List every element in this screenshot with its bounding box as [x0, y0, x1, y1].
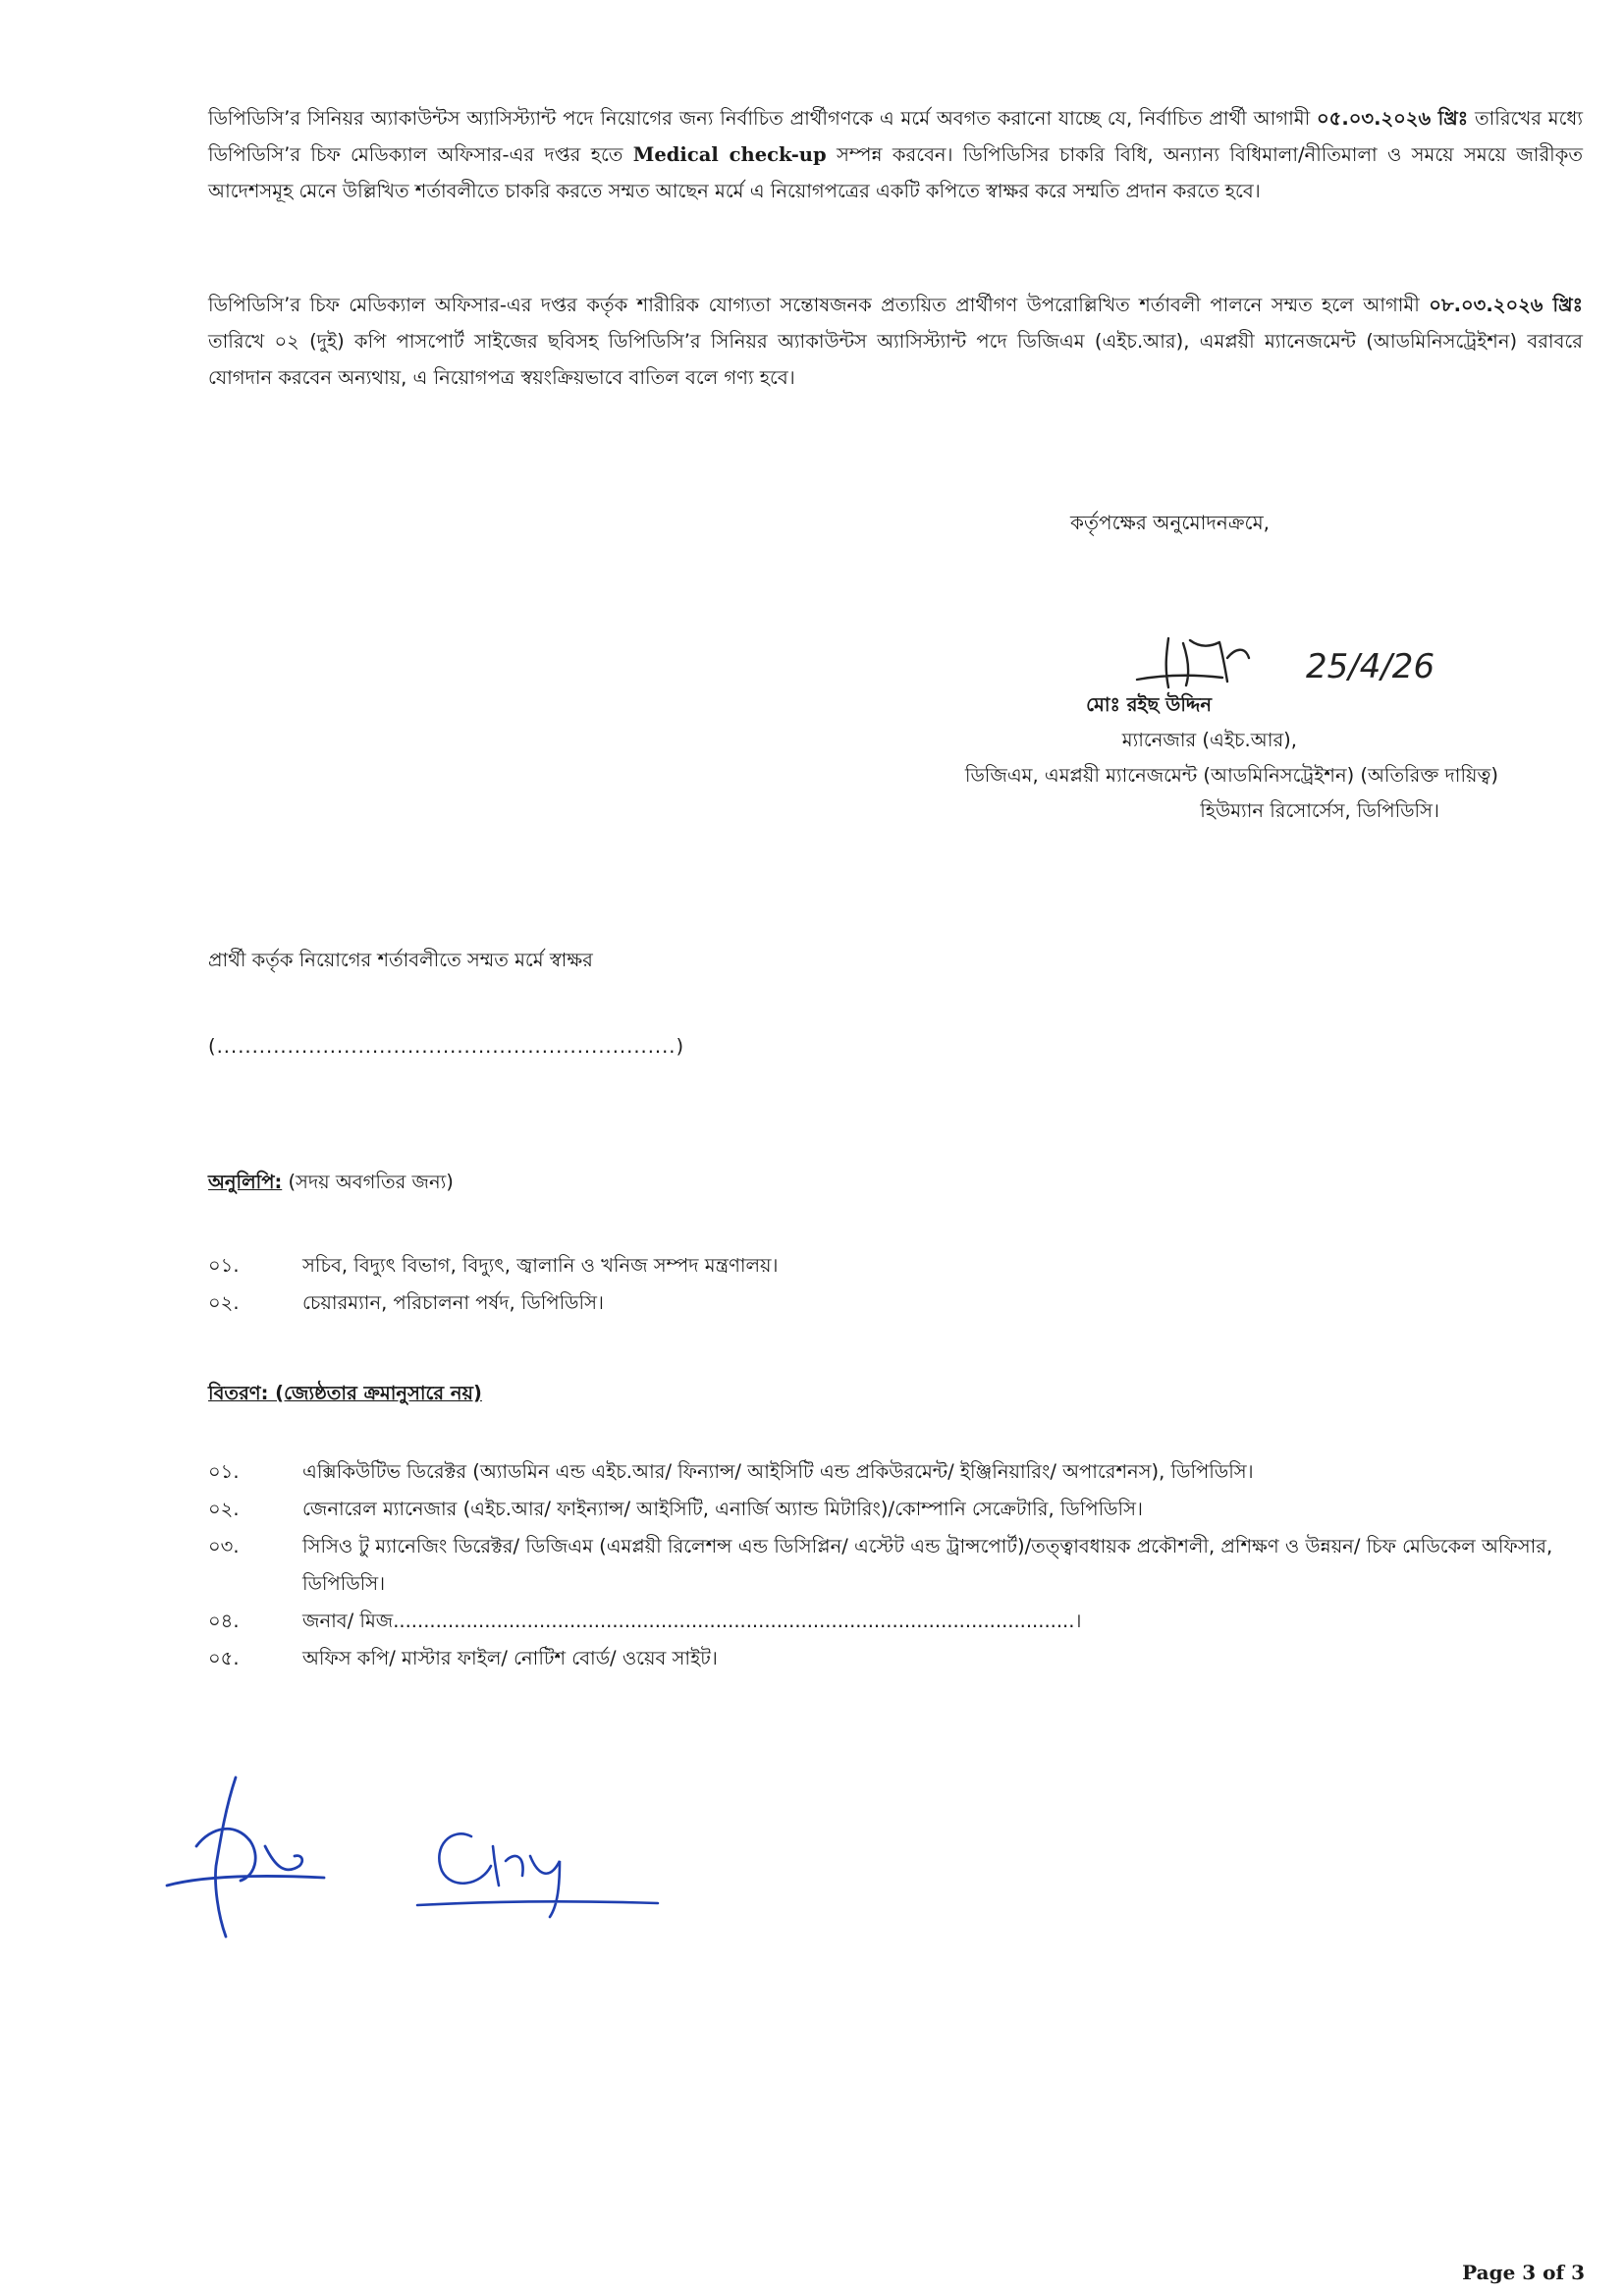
signatory-designation: ম্যানেজার (এইচ.আর),	[1121, 729, 1297, 751]
paragraph2-part1: ডিপিডিসি’র চিফ মেডিক্যাল অফিসার-এর দপ্তর কর্তৃক শারীরিক যোগ্যতা সন্তোষজনক প্রত্যয়িত প্রার্থীগণ উপরোল্লিখিত শর্তাবলী পালনে সম্মত হলে আগামী	[208, 294, 1420, 316]
list-item-text: চেয়ারম্যান, পরিচালনা পর্ষদ, ডিপিডিসি।	[302, 1291, 604, 1314]
initial-signature-left	[157, 1768, 353, 1944]
distribution-title: বিতরণ: (জ্যেষ্ঠতার ক্রমানুসারে নয়)	[208, 1382, 482, 1404]
list-item-number: ০৩.	[208, 1535, 240, 1558]
list-item-text: সিসিও টু ম্যানেজিং ডিরেক্টর/ ডিজিএম (এমপ্লয়ী রিলেশন্স এন্ড ডিসিপ্লিন/ এস্টেট এন্ড ট্রান্সপোর্ট)/তত্ত্বাবধায়ক প্রকৌশলী, প্রশিক্ষণ ও উন্নয়ন/ চিফ মেডিকেল অফিসার, ডিপিডিসি।	[302, 1535, 1553, 1595]
list-item-text: এক্সিকিউটিভ ডিরেক্টর (অ্যাডমিন এন্ড এইচ.আর/ ফিন্যান্স/ আইসিটি এন্ড প্রকিউরমেন্ট/ ইঞ্জিনিয়ারিং/ অপারেশনস), ডিপিডিসি।	[302, 1460, 1254, 1483]
copy-subtitle: (সদয় অবগতির জন্য)	[288, 1171, 454, 1193]
initial-signature-right	[412, 1807, 668, 1925]
paragraph1-medical: Medical check-up	[632, 143, 827, 166]
list-item-number: ০৪.	[208, 1610, 240, 1632]
paragraph1-part2: তারিখের মধ্যে ডিপিডিসি’র চিফ মেডিক্যাল অফিসার-এর দপ্তর হতে	[208, 107, 1584, 166]
copy-list	[208, 1247, 1583, 1322]
distribution-list	[208, 1453, 1583, 1677]
list-item-text: জনাব/ মিজ................................................................................................................।	[302, 1610, 1082, 1632]
consent-label: প্রার্থী কর্তৃক নিয়োগের শর্তাবলীতে সম্মত মর্মে স্বাক্ষর	[208, 949, 593, 971]
list-item-number: ০২.	[208, 1498, 240, 1520]
paragraph1-part3: সম্পন্ন করবেন। ডিপিডিসির চাকরি বিধি, অন্যান্য বিধিমালা/নীতিমালা ও সময়ে সময়ে জারীকৃত আদেশসমূহ মেনে উল্লিখিত শর্তাবলীতে চাকরি করতে সম্মত আছেন মর্মে এ নিয়োগপত্রের একটি কপিতে স্বাক্ষর করে সম্মতি প্রদান করতে হবে।	[208, 143, 1584, 202]
paragraph2-part2: তারিখে ০২ (দুই) কপি পাসপোর্ট সাইজের ছবিসহ ডিপিডিসি’র সিনিয়র অ্যাকাউন্টস অ্যাসিস্ট্যান্ট পদে ডিজিএম (এইচ.আর), এমপ্লয়ী ম্যানেজমেন্ট (আডমিনিসট্রেইশন) বরাবরে যোগদান করবেন অন্যথায়, এ নিয়োগপত্র স্বয়ংক্রিয়ভাবে বাতিল বলে গণ্য হবে।	[208, 330, 1583, 389]
paragraph2-date: ০৮.০৩.২০২৬ খ্রিঃ	[1429, 294, 1583, 316]
signatory-department: হিউম্যান রিসোর্সেস, ডিপিডিসি।	[1200, 799, 1439, 822]
list-item-number: ০৫.	[208, 1647, 240, 1669]
list-item	[208, 1285, 1583, 1322]
list-item	[208, 1640, 1583, 1677]
list-item	[208, 1491, 1583, 1528]
copy-heading	[208, 1169, 454, 1200]
list-item-number: ০১.	[208, 1254, 240, 1277]
page-number: Page 3 of 3	[1462, 2261, 1585, 2284]
list-item	[208, 1453, 1583, 1491]
consent-signature-blank: (.................................................................)	[208, 1035, 685, 1058]
paragraph-joining	[208, 287, 1583, 396]
list-item-number: ০১.	[208, 1460, 240, 1483]
signatory-name: মোঃ রইছ উদ্দিন	[1086, 693, 1212, 716]
paragraph1-date: ০৫.০৩.২০২৬ খ্রিঃ	[1317, 107, 1469, 130]
signatory-additional-duty: ডিজিএম, এমপ্লয়ী ম্যানেজমেন্ট (আডমিনিসট্রেইশন) (অতিরিক্ত দায়িত্ব)	[964, 764, 1498, 787]
distribution-heading	[208, 1380, 482, 1411]
paragraph1-part1: ডিপিডিসি’র সিনিয়র অ্যাকাউন্টস অ্যাসিস্ট্যান্ট পদে নিয়োগের জন্য নির্বাচিত প্রার্থীগণকে এ মর্মে অবগত করানো যাচ্ছে যে, নির্বাচিত প্রার্থী আগামী	[208, 107, 1311, 130]
copy-title: অনুলিপি:	[208, 1171, 283, 1193]
list-item-text: সচিব, বিদ্যুৎ বিভাগ, বিদ্যুৎ, জ্বালানি ও খনিজ সম্পদ মন্ত্রণালয়।	[302, 1254, 779, 1277]
list-item	[208, 1528, 1583, 1603]
list-item-text: জেনারেল ম্যানেজার (এইচ.আর/ ফাইন্যান্স/ আইসিটি, এনার্জি অ্যান্ড মিটারিং)/কোম্পানি সেক্রেটারি, ডিপিডিসি।	[302, 1498, 1143, 1520]
signature-date: 25/4/26	[1306, 647, 1435, 686]
signoff-text: কর্তৃপক্ষের অনুমোদনক্রমে,	[1070, 511, 1271, 534]
list-item-number: ০২.	[208, 1291, 240, 1314]
list-item	[208, 1247, 1583, 1285]
signatory-block	[752, 687, 1498, 829]
list-item-text: অফিস কপি/ মাস্টার ফাইল/ নোটিশ বোর্ড/ ওয়েব সাইট।	[302, 1647, 718, 1669]
list-item	[208, 1603, 1583, 1640]
paragraph-medical-checkup	[208, 100, 1583, 209]
